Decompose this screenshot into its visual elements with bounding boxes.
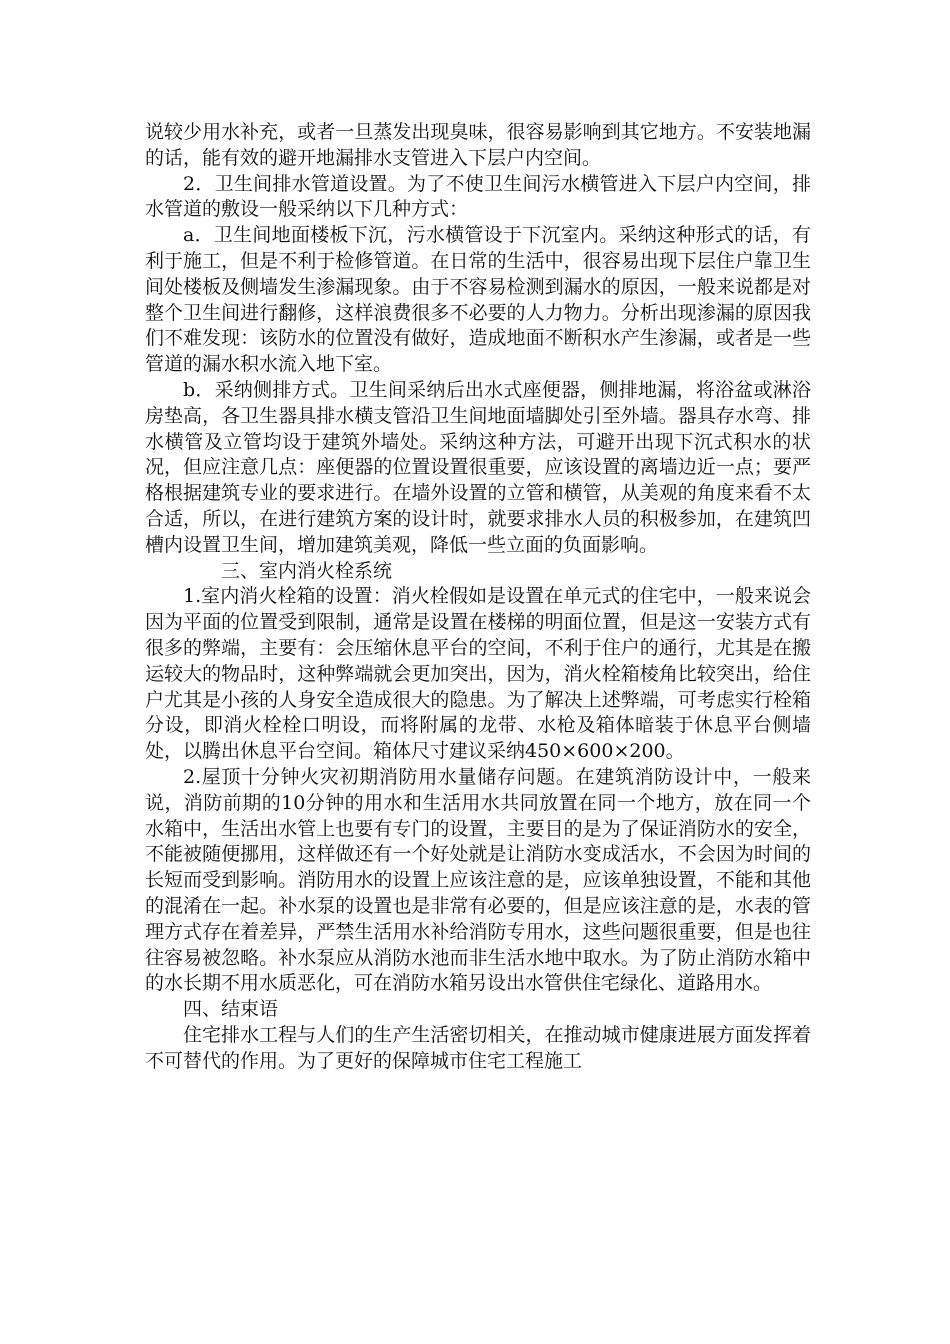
paragraph-roof-water-storage: 2.屋顶十分钟火灾初期消防用水量储存问题。在建筑消防设计中，一般来说，消防前期的10分钟的用水和生活用水共同放置在同一个地方，放在同一个水箱中，生活出水管上也要有专门的设置，主要目的是为了保证消防水的安全，不能被随便挪用，这样做还有一个好处就是让消防水变成活水，不会因为时间的长短而受到影响。消防用水的设置上应该注意的是，应该单独设置，不能和其他的混淆在一起。补水泵的设置也是非常有必要的，但是应该注意的是，水表的管理方式存在着差异，严禁生活用水补给消防专用水，这些问题很重要，但是也往往容易被忽略。补水泵应从消防水池而非生活水地中取水。为了防止消防水箱中的水长期不用水质恶化，可在消防水箱另设出水管供住宅绿化、道路用水。	[145, 765, 811, 995]
paragraph-hydrant-box: 1.室内消火栓箱的设置：消火栓假如是设置在单元式的住宅中，一般来说会因为平面的位置受到限制，通常是设置在楼梯的明面位置，但是这一安装方式有很多的弊端，主要有：会压缩休息平台的空间，不利于住户的通行，尤其是在搬运较大的物品时，这种弊端就会更加突出，因为，消火栓箱棱角比较突出，给住户尤其是小孩的人身安全造成很大的隐患。为了解决上述弊端，可考虑实行栓箱分设，即消火栓栓口明设，而将附属的龙带、水枪及箱体暗装于休息平台侧墙处，以腾出休息平台空间。箱体尺寸建议采纳450×600×200。	[145, 585, 811, 763]
document-page	[145, 120, 811, 1074]
section-heading-fire-hydrant: 三、室内消火栓系统	[221, 559, 393, 582]
paragraph-drain-pipe-setup: 2．卫生间排水管道设置。为了不使卫生间污水横管进入下层户内空间，排水管道的敷设一般采纳以下几种方式：	[145, 172, 811, 221]
paragraph-conclusion: 住宅排水工程与人们的生产生活密切相关，在推动城市健康进展方面发挥着不可替代的作用。为了更好的保障城市住宅工程施工	[145, 1023, 811, 1072]
paragraph-floor-drain-continuation: 说较少用水补充，或者一旦蒸发出现臭味，很容易影响到其它地方。不安装地漏的话，能有效的避开地漏排水支管进入下层户内空间。	[145, 121, 811, 169]
paragraph-method-b: b．采纳侧排方式。卫生间采纳后出水式座便器，侧排地漏，将浴盆或淋浴房垫高，各卫生器具排水横支管沿卫生间地面墙脚处引至外墙。器具存水弯、排水横管及立管均设于建筑外墙处。采纳这种方法，可避开出现下沉式积水的状况，但应注意几点：座便器的位置设置很重要，应该设置的离墙边近一点；要严格根据建筑专业的要求进行。在墙外设置的立管和横管，从美观的角度来看不太合适，所以，在进行建筑方案的设计时，就要求排水人员的积极参加，在建筑凹槽内设置卫生间，增加建筑美观，降低一些立面的负面影响。	[145, 378, 811, 556]
section-heading-conclusion: 四、结束语	[183, 998, 279, 1021]
paragraph-method-a: a．卫生间地面楼板下沉，污水横管设于下沉室内。采纳这种形式的话，有利于施工，但是不利于检修管道。在日常的生活中，很容易出现下层住户靠卫生间处楼板及侧墙发生渗漏现象。由于不容易检测到漏水的原因，一般来说都是对整个卫生间进行翻修，这样浪费很多不必要的人力物力。分析出现渗漏的原因我们不难发现：该防水的位置没有做好，造成地面不断积水产生渗漏，或者是一些管道的漏水积水流入地下室。	[145, 224, 811, 376]
